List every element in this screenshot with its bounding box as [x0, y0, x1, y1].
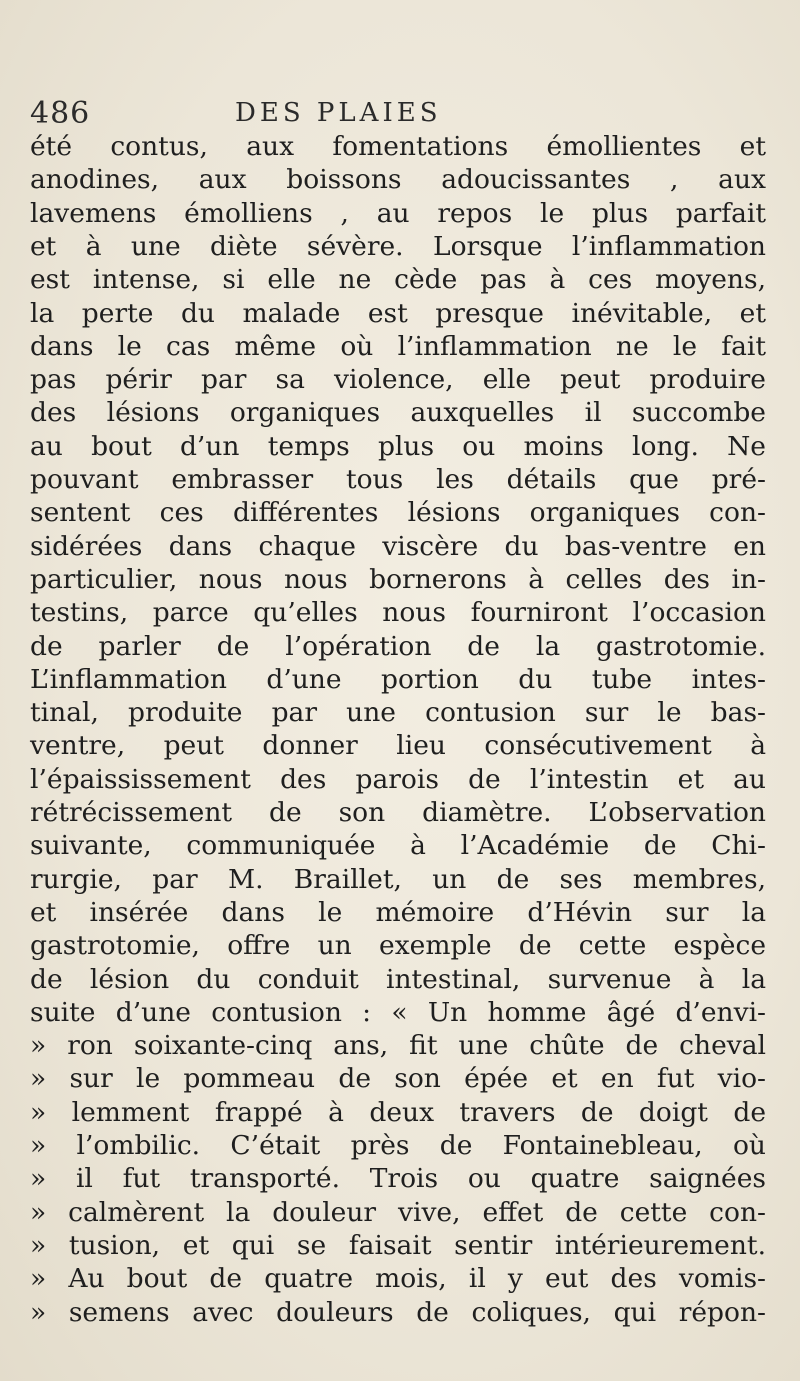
text-line: est intense, si elle ne cède pas à ces moyens,: [30, 264, 766, 296]
text-line: la perte du malade est presque inévitable, et: [30, 297, 766, 329]
running-head: DES PLAIES: [235, 98, 442, 128]
text-line: testins, parce qu’elles nous fourniront l’occasion: [30, 597, 766, 629]
text-line: » l’ombilic. C’était près de Fontainebleau, où: [30, 1130, 766, 1161]
text-line: sidérées dans chaque viscère du bas-ventre en: [30, 530, 766, 562]
text-line: » tusion, et qui se faisait sentir intérieurement.: [30, 1229, 766, 1261]
text-line: particulier, nous nous bornerons à celles des in-: [30, 563, 766, 595]
text-line: de parler de l’opération de la gastrotomie.: [30, 630, 766, 662]
text-line: été contus, aux fomentations émollientes et: [30, 131, 766, 162]
text-line: rétrécissement de son diamètre. L’observation: [30, 797, 766, 828]
text-line: » il fut transporté. Trois ou quatre saignées: [30, 1163, 766, 1195]
text-line: » ron soixante-cinq ans, fit une chûte de cheval: [30, 1030, 766, 1062]
text-line: sentent ces différentes lésions organiques con-: [30, 497, 766, 529]
text-line: et à une diète sévère. Lorsque l’inflammation: [30, 230, 766, 262]
text-line: gastrotomie, offre un exemple de cette espèce: [30, 930, 766, 962]
text-line: » calmèrent la douleur vive, effet de cette con-: [30, 1196, 766, 1228]
text-line: lavemens émolliens , au repos le plus parfait: [30, 197, 766, 229]
text-line: anodines, aux boissons adoucissantes , aux: [30, 164, 766, 196]
text-line: » semens avec douleurs de coliques, qui répon-: [30, 1296, 766, 1328]
text-line: tinal, produite par une contusion sur le bas-: [30, 697, 766, 729]
text-line: » lemment frappé à deux travers de doigt de: [30, 1096, 766, 1128]
text-line: pouvant embrasser tous les détails que pré-: [30, 464, 766, 495]
text-line: suite d’une contusion : « Un homme âgé d’envi-: [30, 996, 766, 1028]
text-line: dans le cas même où l’inflammation ne le fait: [30, 330, 766, 362]
text-line: ventre, peut donner lieu consécutivement à: [30, 730, 766, 762]
page-number: 486: [30, 96, 91, 131]
text-line: » sur le pommeau de son épée et en fut vio-: [30, 1063, 766, 1095]
text-line: au bout d’un temps plus ou moins long. Ne: [30, 430, 766, 462]
text-line: L’inflammation d’une portion du tube intes-: [30, 663, 766, 695]
text-line: rurgie, par M. Braillet, un de ses membres,: [30, 863, 766, 895]
text-line: et insérée dans le mémoire d’Hévin sur la: [30, 896, 766, 928]
text-line: de lésion du conduit intestinal, survenue à la: [30, 963, 766, 995]
text-line: des lésions organiques auxquelles il succombe: [30, 397, 766, 429]
text-line: » Au bout de quatre mois, il y eut des vomis-: [30, 1263, 766, 1295]
text-line: l’épaississement des parois de l’intestin et au: [30, 763, 766, 795]
text-line: pas périr par sa violence, elle peut produire: [30, 364, 766, 396]
page-header: [30, 96, 770, 132]
text-line: suivante, communiquée à l’Académie de Chi-: [30, 830, 766, 862]
